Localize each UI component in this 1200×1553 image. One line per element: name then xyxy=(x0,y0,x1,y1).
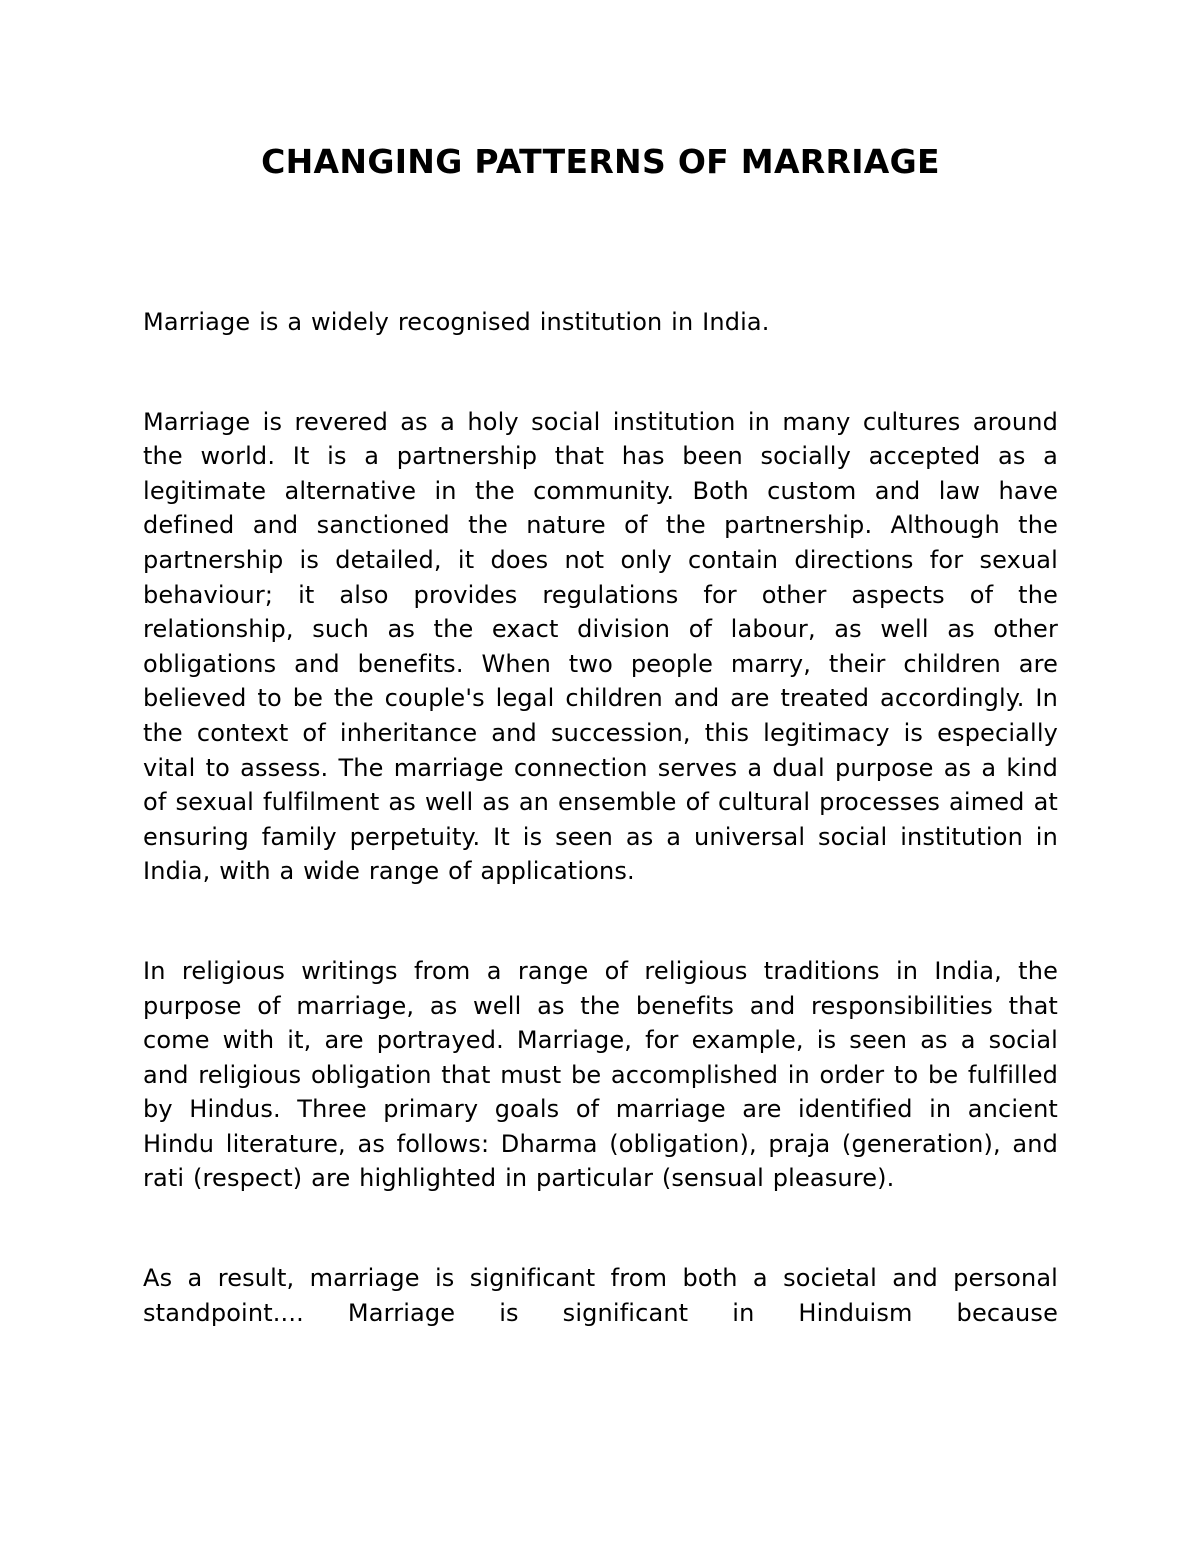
paragraph-holy-institution: Marriage is revered as a holy social institution in many cultures around the world. It is a partnership that has been socially accepted as a legitimate alternative in the community. Both custom and law have defined and sanctioned the nature of the partnership. Although the partnership is detailed, it does not only contain directions for sexual behaviour; it also provides regulations for other aspects of the relationship, such as the exact division of labour, as well as other obligations and benefits. When two people marry, their children are believed to be the couple's legal children and are treated accordingly. In the context of inheritance and succession, this legitimacy is especially vital to assess. The marriage connection serves a dual purpose as a kind of sexual fulfilment as well as an ensemble of cultural processes aimed at ensuring family perpetuity. It is seen as a universal social institution in India, with a wide range of applications. xyxy=(143,407,1058,886)
paragraph-religious-writings: In religious writings from a range of religious traditions in India, the purpose of marriage, as well as the benefits and responsibilities that come with it, are portrayed. Marriage, for example, is seen as a social and religious obligation that must be accomplished in order to be fulfilled by Hindus. Three primary goals of marriage are identified in ancient Hindu literature, as follows: Dharma (obligation), praja (generation), and rati (respect) are highlighted in particular (sensual pleasure). xyxy=(143,956,1058,1193)
paragraph-significance: As a result, marriage is significant from both a societal and personal standpoint.... Marriage is significant in Hinduism because xyxy=(143,1264,1058,1327)
paragraph-intro: Marriage is a widely recognised institution in India. xyxy=(143,308,770,336)
document-title: CHANGING PATTERNS OF MARRIAGE xyxy=(261,142,940,181)
document-page xyxy=(143,0,1058,1330)
